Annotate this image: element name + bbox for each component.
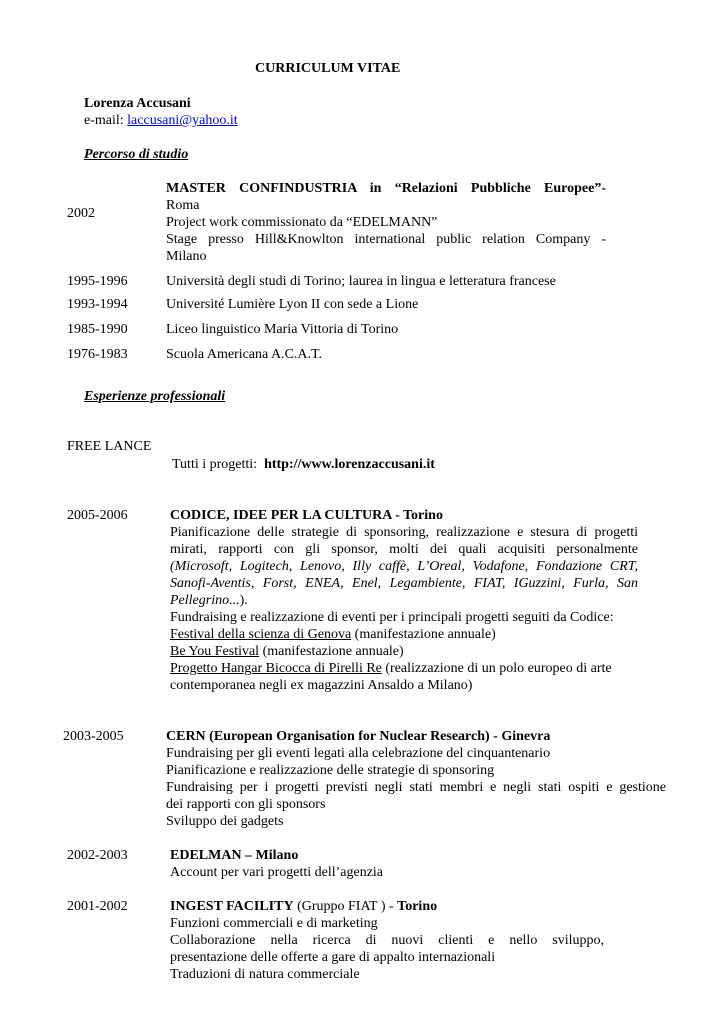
study-line: Stage presso Hill&Knowlton international public relation Company - xyxy=(166,232,606,247)
job-line: Pianificazione e realizzazione delle strategie di sponsoring xyxy=(166,763,495,778)
event-name: Festival della scienza di Genova xyxy=(170,627,352,642)
company-name: INGEST FACILITY xyxy=(170,899,294,914)
study-line: MASTER CONFINDUSTRIA in “Relazioni Pubbliche Europee”- xyxy=(166,181,606,196)
job-year: 2001-2002 xyxy=(67,899,128,914)
job-title xyxy=(170,898,604,915)
study-entry-master xyxy=(166,180,606,265)
job-line-italic: Pellegrino... xyxy=(170,593,240,608)
job-title: EDELMAN – Milano xyxy=(170,848,299,863)
job-line: presentazione delle offerte a gare di appalto internazionali xyxy=(170,950,496,965)
job-line: Fundraising per i progetti previsti negli stati membri e negli stati ospiti e gestione xyxy=(166,780,666,795)
freelance-projects xyxy=(172,456,435,473)
job-line: Fundraising e realizzazione di eventi per i principali progetti seguiti da Codice: xyxy=(170,610,614,625)
event-line xyxy=(170,643,638,660)
job-line: Collaborazione nella ricerca di nuovi clienti e nello sviluppo, xyxy=(170,933,604,948)
study-year: 1976-1983 xyxy=(67,347,128,362)
job-line-end: ). xyxy=(239,593,248,608)
job-codice xyxy=(170,507,638,694)
freelance-label: FREE LANCE xyxy=(67,439,152,454)
job-line: Funzioni commerciali e di marketing xyxy=(170,916,378,931)
work-heading: Esperienze professionali xyxy=(84,389,226,404)
job-year: 2003-2005 xyxy=(63,729,124,744)
job-line: Sanofi-Aventis, Forst, ENEA, Enel, Legambiente, FIAT, IGuzzini, Furla, San xyxy=(170,576,638,591)
study-line: Roma xyxy=(166,198,200,213)
event-name: Progetto Hangar Bicocca di Pirelli Re xyxy=(170,661,382,676)
job-line: contemporanea negli ex magazzini Ansaldo a Milano) xyxy=(170,678,473,693)
job-line: Account per vari progetti dell’agenzia xyxy=(170,865,384,880)
email-line xyxy=(84,112,238,129)
job-line: dei rapporti con gli sponsors xyxy=(166,797,326,812)
study-year: 2002 xyxy=(67,206,95,221)
job-line: Traduzioni di natura commerciale xyxy=(170,967,360,982)
job-line: mirati, rapporti con gli sponsor, molti dei quali acquisiti personalmente xyxy=(170,542,638,557)
job-ingest xyxy=(170,898,604,983)
job-title: CERN (European Organisation for Nuclear Research) - Ginevra xyxy=(166,729,551,744)
job-year: 2002-2003 xyxy=(67,848,128,863)
job-line: Fundraising per gli eventi legati alla celebrazione del cinquantenario xyxy=(166,746,551,761)
event-line xyxy=(170,626,638,643)
job-edelman xyxy=(170,847,383,881)
study-text: Università degli studi di Torino; laurea in lingua e letteratura francese xyxy=(166,274,556,289)
job-year: 2005-2006 xyxy=(67,508,128,523)
event-note: (realizzazione di un polo europeo di arte xyxy=(381,661,612,676)
email-link[interactable]: laccusani@yahoo.it xyxy=(127,113,238,128)
study-text: Liceo linguistico Maria Vittoria di Torino xyxy=(166,322,399,337)
document-title: CURRICULUM VITAE xyxy=(255,61,401,76)
job-line: Pianificazione delle strategie di sponsoring, realizzazione e stesura di progetti xyxy=(170,525,638,540)
study-year: 1993-1994 xyxy=(67,297,128,312)
candidate-name: Lorenza Accusani xyxy=(84,96,191,111)
job-line xyxy=(170,592,638,609)
email-label: e-mail: xyxy=(84,113,128,128)
company-group: (Gruppo FIAT ) - xyxy=(293,899,398,914)
job-line: (Microsoft, Logitech, Lenovo, Illy caffè, L’Oreal, Vodafone, Fondazione CRT, xyxy=(170,559,638,574)
event-note: (manifestazione annuale) xyxy=(259,644,404,659)
job-line: Sviluppo dei gadgets xyxy=(166,814,284,829)
study-heading: Percorso di studio xyxy=(84,147,189,162)
study-year: 1985-1990 xyxy=(67,322,128,337)
study-text: Scuola Americana A.C.A.T. xyxy=(166,347,323,362)
study-line: Milano xyxy=(166,249,207,264)
company-city: Torino xyxy=(397,899,438,914)
study-text: Université Lumière Lyon II con sede a Lione xyxy=(166,297,419,312)
job-cern xyxy=(166,728,666,830)
projects-url: http://www.lorenzaccusani.it xyxy=(264,457,435,472)
projects-label: Tutti i progetti: xyxy=(172,457,258,472)
event-name: Be You Festival xyxy=(170,644,260,659)
event-note: (manifestazione annuale) xyxy=(351,627,496,642)
study-line: Project work commissionato da “EDELMANN” xyxy=(166,215,438,230)
study-year: 1995-1996 xyxy=(67,274,128,289)
event-line xyxy=(170,660,638,677)
job-title: CODICE, IDEE PER LA CULTURA - Torino xyxy=(170,508,443,523)
